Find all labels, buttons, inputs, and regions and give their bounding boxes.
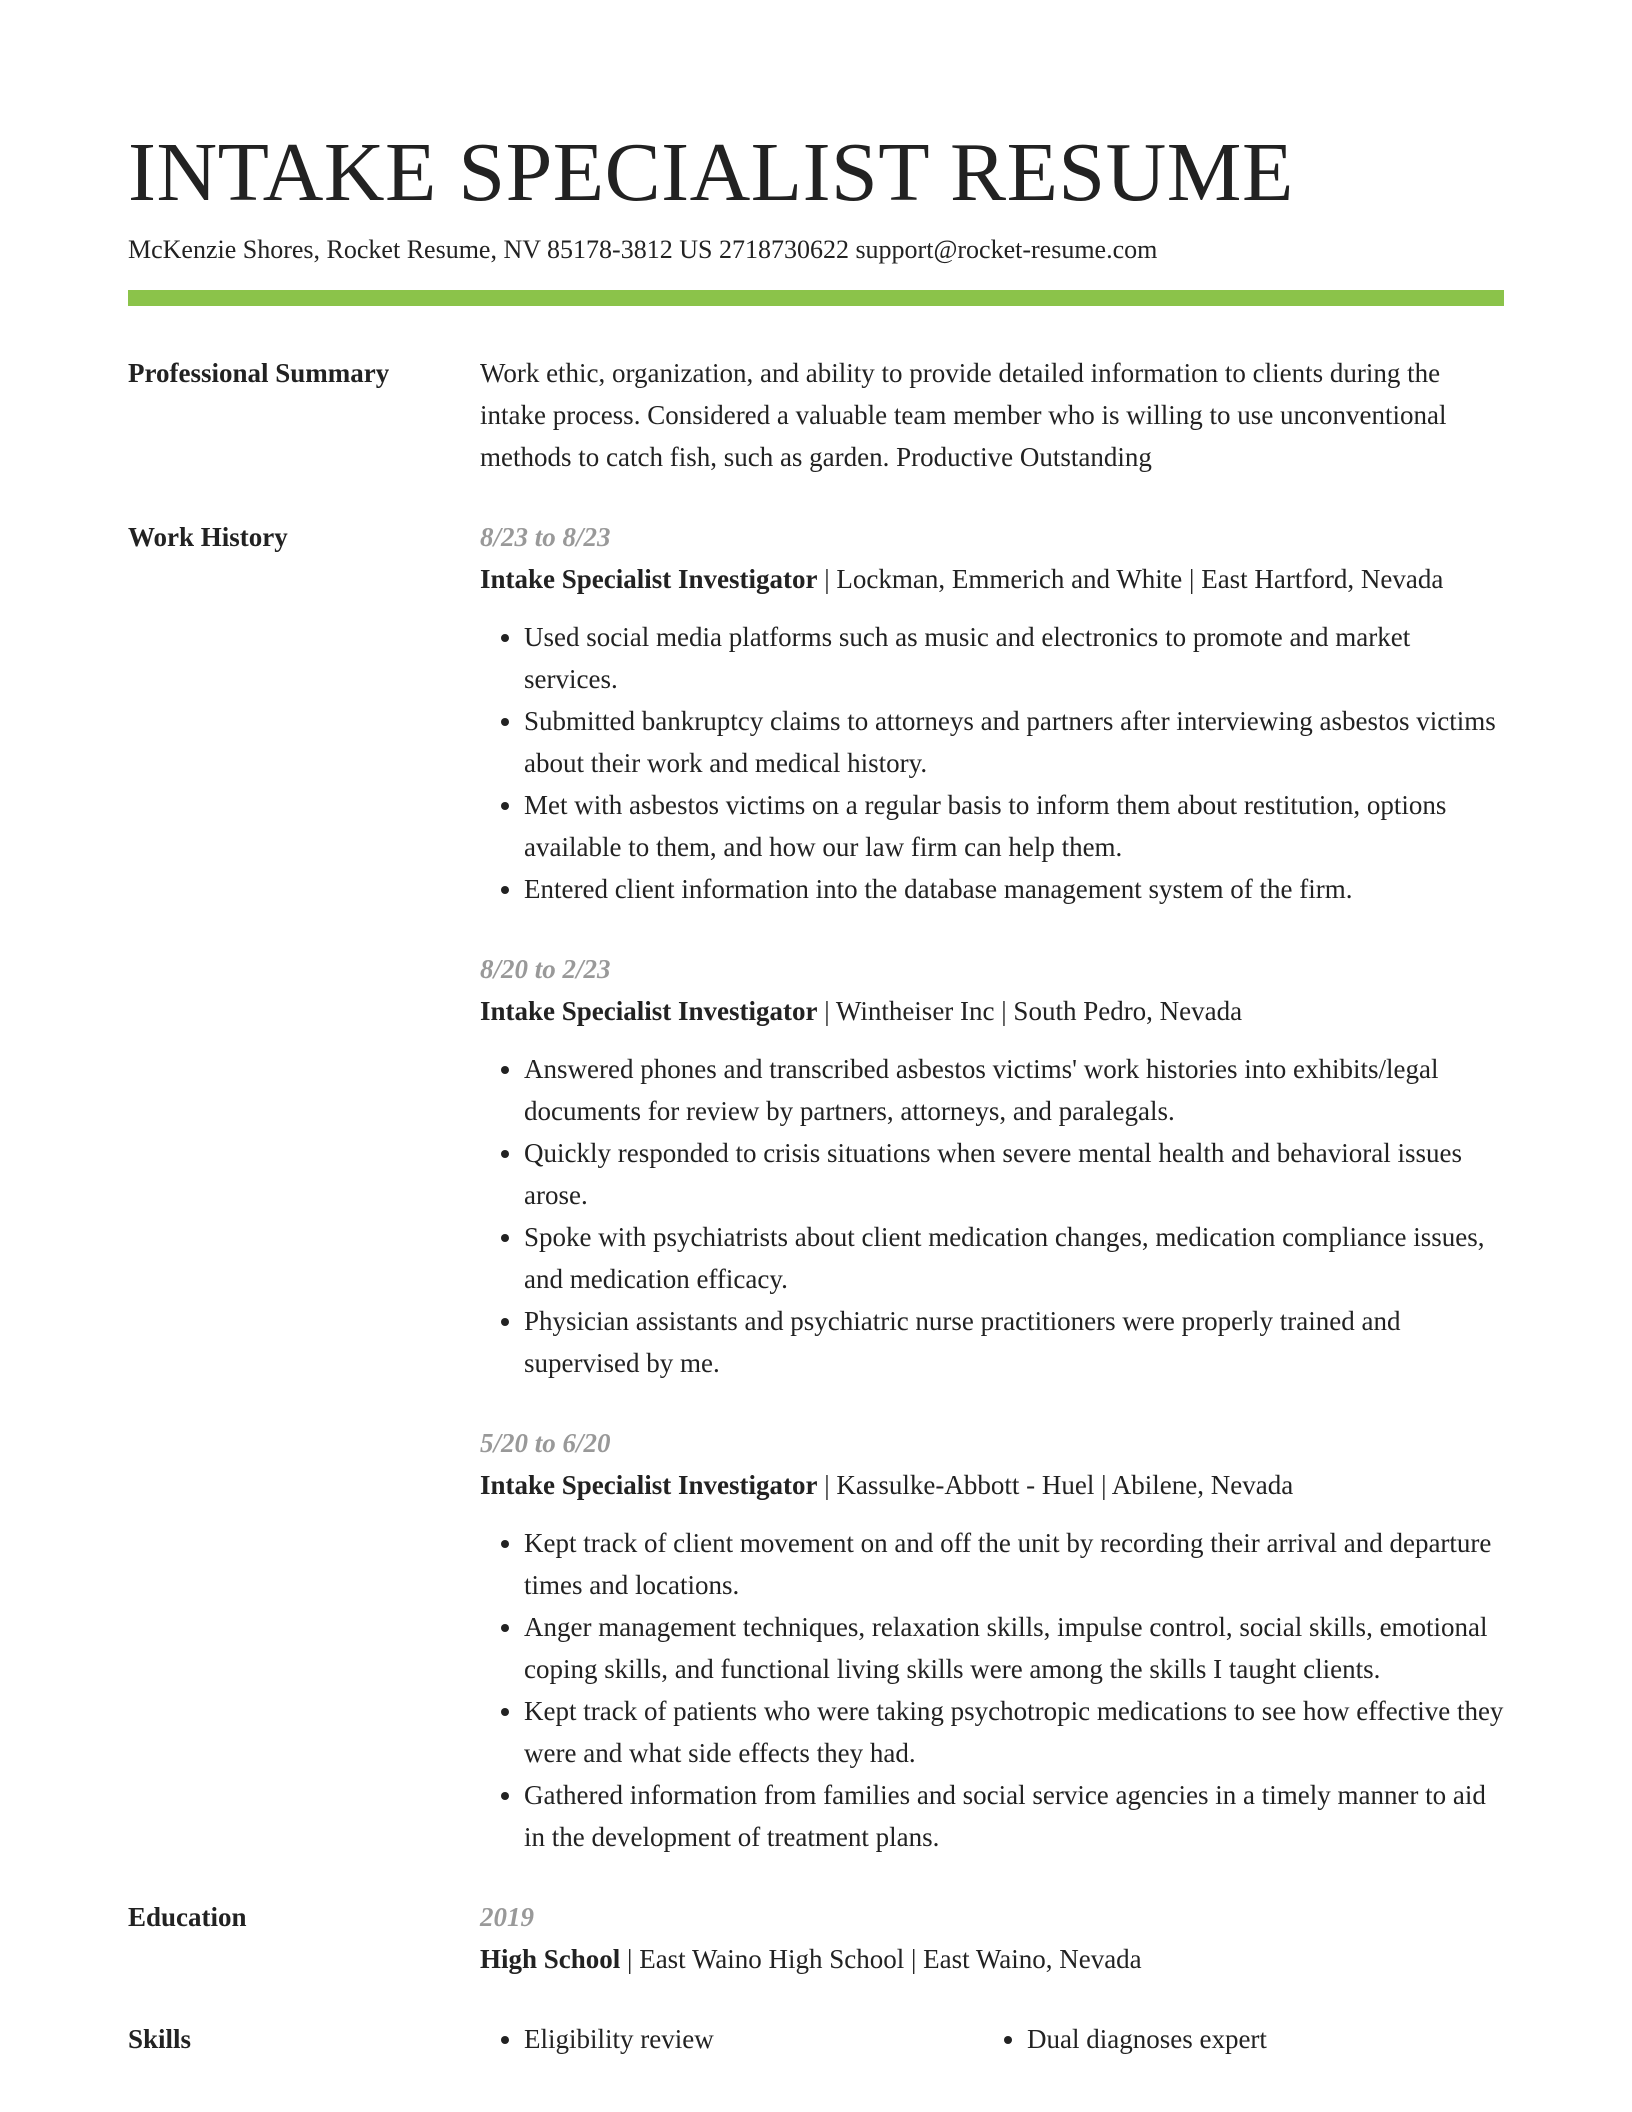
summary-body	[480, 352, 1504, 478]
job-bullet: • Gathered information from families and social service agencies in a timely manner to aid in the development of treatment plans.	[524, 1774, 1504, 1858]
education-body	[480, 1896, 1504, 1980]
job-title: Intake Specialist Investigator	[480, 996, 818, 1026]
work-history-section	[128, 516, 1504, 1858]
job-title: Intake Specialist Investigator	[480, 1470, 818, 1500]
education-label: Education	[128, 1902, 247, 1932]
skills-body	[480, 2018, 1504, 2060]
job-entry	[480, 948, 1504, 1384]
education-line	[480, 1938, 1504, 1980]
job-role-line	[480, 1464, 1504, 1506]
education-section	[128, 1896, 1504, 1980]
job-bullet: • Kept track of patients who were taking psychotropic medications to see how effective they were and what side effects they had.	[524, 1690, 1504, 1774]
education-details: | East Waino High School | East Waino, Nevada	[620, 1944, 1142, 1974]
job-details: | Kassulke-Abbott - Huel | Abilene, Nevada	[817, 1470, 1294, 1500]
contact-line: McKenzie Shores, Rocket Resume, NV 85178-3812 US 2718730622 support@rocket-resume.com	[128, 235, 1158, 264]
skills-label: Skills	[128, 2024, 192, 2054]
work-history-body	[480, 516, 1504, 1858]
education-year: 2019	[480, 1902, 534, 1932]
job-entry	[480, 1422, 1504, 1858]
skills-column	[480, 2018, 983, 2060]
job-entry	[480, 516, 1504, 910]
job-bullet: • Physician assistants and psychiatric nurse practitioners were properly trained and supervised by me.	[524, 1300, 1504, 1384]
job-bullet: • Used social media platforms such as music and electronics to promote and market services.	[524, 616, 1504, 700]
job-title: Intake Specialist Investigator	[480, 564, 818, 594]
job-details: | Lockman, Emmerich and White | East Hartford, Nevada	[817, 564, 1444, 594]
job-bullet-list	[480, 1522, 1504, 1858]
job-bullet: • Answered phones and transcribed asbestos victims' work histories into exhibits/legal documents for review by partners, attorneys, and paralegals.	[524, 1048, 1504, 1132]
resume-page	[128, 118, 1504, 2060]
job-dates: 8/23 to 8/23	[480, 522, 611, 552]
job-role-line	[480, 558, 1504, 600]
job-bullet-list	[480, 616, 1504, 910]
job-bullet: • Anger management techniques, relaxation skills, impulse control, social skills, emotional coping skills, and functional living skills were among the skills I taught clients.	[524, 1606, 1504, 1690]
job-dates: 5/20 to 6/20	[480, 1428, 611, 1458]
skill-item: • Dual diagnoses expert	[1027, 2018, 1486, 2060]
job-bullet-list	[480, 1048, 1504, 1384]
skills-section	[128, 2018, 1504, 2060]
summary-section	[128, 352, 1504, 478]
skill-item: • Eligibility review	[524, 2018, 983, 2060]
job-role-line	[480, 990, 1504, 1032]
job-bullet: • Kept track of client movement on and off the unit by recording their arrival and departure times and locations.	[524, 1522, 1504, 1606]
job-bullet: • Submitted bankruptcy claims to attorneys and partners after interviewing asbestos victims about their work and medical history.	[524, 700, 1504, 784]
summary-label: Professional Summary	[128, 358, 390, 388]
skills-grid	[480, 2018, 1504, 2060]
job-bullet: • Met with asbestos victims on a regular basis to inform them about restitution, options available to them, and how our law firm can help them.	[524, 784, 1504, 868]
skills-column	[983, 2018, 1486, 2060]
job-bullet: • Spoke with psychiatrists about client medication changes, medication compliance issues, and medication efficacy.	[524, 1216, 1504, 1300]
resume-title: INTAKE SPECIALIST RESUME	[128, 126, 1294, 219]
job-bullet: • Entered client information into the database management system of the firm.	[524, 868, 1504, 910]
work-history-label: Work History	[128, 522, 288, 552]
education-degree: High School	[480, 1944, 621, 1974]
job-bullet: • Quickly responded to crisis situations when severe mental health and behavioral issues arose.	[524, 1132, 1504, 1216]
job-details: | Wintheiser Inc | South Pedro, Nevada	[817, 996, 1243, 1026]
accent-divider	[128, 290, 1504, 306]
job-dates: 8/20 to 2/23	[480, 954, 611, 984]
summary-text: Work ethic, organization, and ability to provide detailed information to clients during the intake process. Considered a valuable team member who is willing to use unconventional methods to catch fish, such as garden. Productive Outstanding	[480, 358, 1447, 472]
